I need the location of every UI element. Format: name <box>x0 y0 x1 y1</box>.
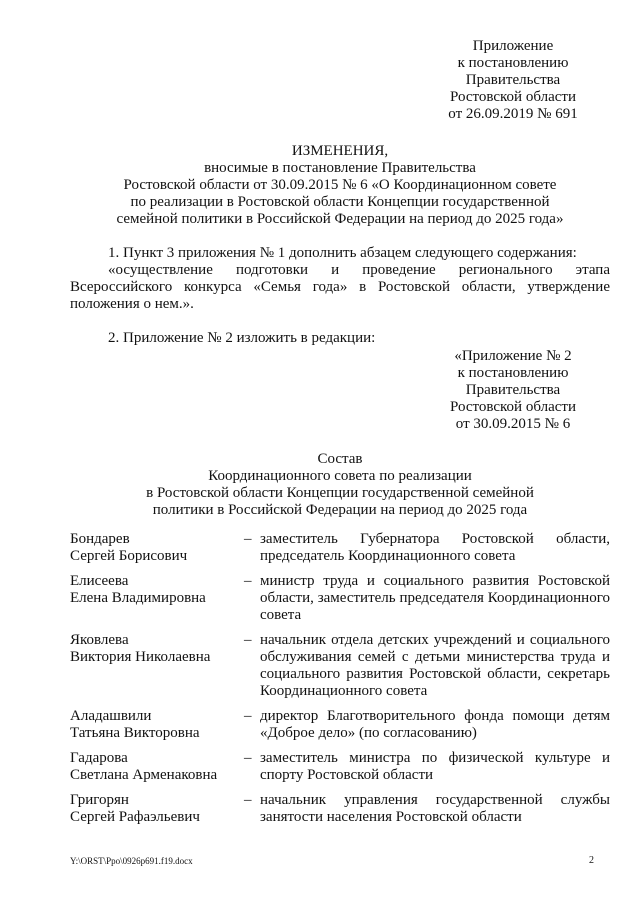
member-row <box>70 632 610 700</box>
member-dash: – <box>244 632 252 648</box>
appendix-2-header-line: Правительства <box>465 382 561 398</box>
appendix-2-header <box>413 348 613 433</box>
member-name <box>70 708 235 742</box>
member-name <box>70 531 235 565</box>
member-given-name: Сергей Рафаэльевич <box>70 809 200 825</box>
changes-title-line: по реализации в Ростовской области Концепции государственной <box>130 194 550 210</box>
appendix-header <box>418 38 608 123</box>
member-name <box>70 792 235 826</box>
member-dash: – <box>244 531 252 547</box>
member-surname: Бондарев <box>70 531 130 547</box>
member-row <box>70 531 610 565</box>
footer-file-path: Y:\ORST\Ppo\0926p691.f19.docx <box>70 856 193 866</box>
member-role: начальник отдела детских учреждений и социального обслуживания семей с детьми министерства труда и социального развития Ростовской области, секретарь Координационного совета <box>260 632 610 699</box>
member-given-name: Виктория Николаевна <box>70 649 211 665</box>
appendix-2-header-line: Ростовской области <box>450 399 576 415</box>
member-row <box>70 750 610 784</box>
member-surname: Гадарова <box>70 750 128 766</box>
member-given-name: Светлана Арменаковна <box>70 767 218 783</box>
changes-title-line: вносимые в постановление Правительства <box>204 160 476 176</box>
appendix-header-line: к постановлению <box>457 55 569 71</box>
appendix-header-line: от 26.09.2019 № 691 <box>448 106 578 122</box>
changes-title-line: семейной политики в Российской Федерации на период до 2025 года» <box>116 211 564 227</box>
member-surname: Аладашвили <box>70 708 152 724</box>
paragraph-1-text: «осуществление подготовки и проведение регионального этапа Всероссийского конкурса «Семья года» в Ростовской области, утверждение положения о нем.». <box>70 262 610 312</box>
member-surname: Елисеева <box>70 573 129 589</box>
member-surname: Григорян <box>70 792 129 808</box>
changes-title-line: Ростовской области от 30.09.2015 № 6 «О Координационном совете <box>123 177 557 193</box>
member-dash: – <box>244 792 252 808</box>
composition-title-line: Координационного совета по реализации <box>208 468 472 484</box>
member-name <box>70 750 235 784</box>
appendix-header-line: Приложение <box>472 38 554 54</box>
appendix-header-line: Правительства <box>465 72 561 88</box>
member-role: министр труда и социального развития Ростовской области, заместитель председателя Координационного совета <box>260 573 610 623</box>
members-list <box>70 531 610 826</box>
changes-title <box>70 143 610 228</box>
appendix-2-header-line: к постановлению <box>457 365 569 381</box>
member-row <box>70 573 610 624</box>
member-name <box>70 573 235 607</box>
appendix-header-line: Ростовской области <box>450 89 576 105</box>
member-row <box>70 792 610 826</box>
composition-title-line: Состав <box>317 451 363 467</box>
member-dash: – <box>244 573 252 589</box>
page-number: 2 <box>589 855 594 866</box>
paragraph-2-intro: 2. Приложение № 2 изложить в редакции: <box>108 330 376 346</box>
appendix-2-header-line: «Приложение № 2 <box>454 348 572 364</box>
member-row <box>70 708 610 742</box>
member-dash: – <box>244 708 252 724</box>
member-role: директор Благотворительного фонда помощи детям «Доброе дело» (по согласованию) <box>260 708 610 741</box>
member-dash: – <box>244 750 252 766</box>
composition-title <box>70 451 610 519</box>
composition-title-line: политики в Российской Федерации на период до 2025 года <box>152 502 528 518</box>
member-given-name: Татьяна Викторовна <box>70 725 200 741</box>
appendix-2-header-line: от 30.09.2015 № 6 <box>455 416 571 432</box>
changes-heading: ИЗМЕНЕНИЯ, <box>291 143 389 159</box>
composition-title-line: в Ростовской области Концепции государственной семейной <box>146 485 534 501</box>
member-given-name: Сергей Борисович <box>70 548 188 564</box>
member-role: заместитель Губернатора Ростовской области, председатель Координационного совета <box>260 531 610 564</box>
member-role: заместитель министра по физической культуре и спорту Ростовской области <box>260 750 610 783</box>
member-given-name: Елена Владимировна <box>70 590 206 606</box>
member-surname: Яковлева <box>70 632 129 648</box>
member-role: начальник управления государственной службы занятости населения Ростовской области <box>260 792 610 825</box>
paragraph-1-intro: 1. Пункт 3 приложения № 1 дополнить абзацем следующего содержания: <box>108 245 577 261</box>
member-name <box>70 632 235 666</box>
